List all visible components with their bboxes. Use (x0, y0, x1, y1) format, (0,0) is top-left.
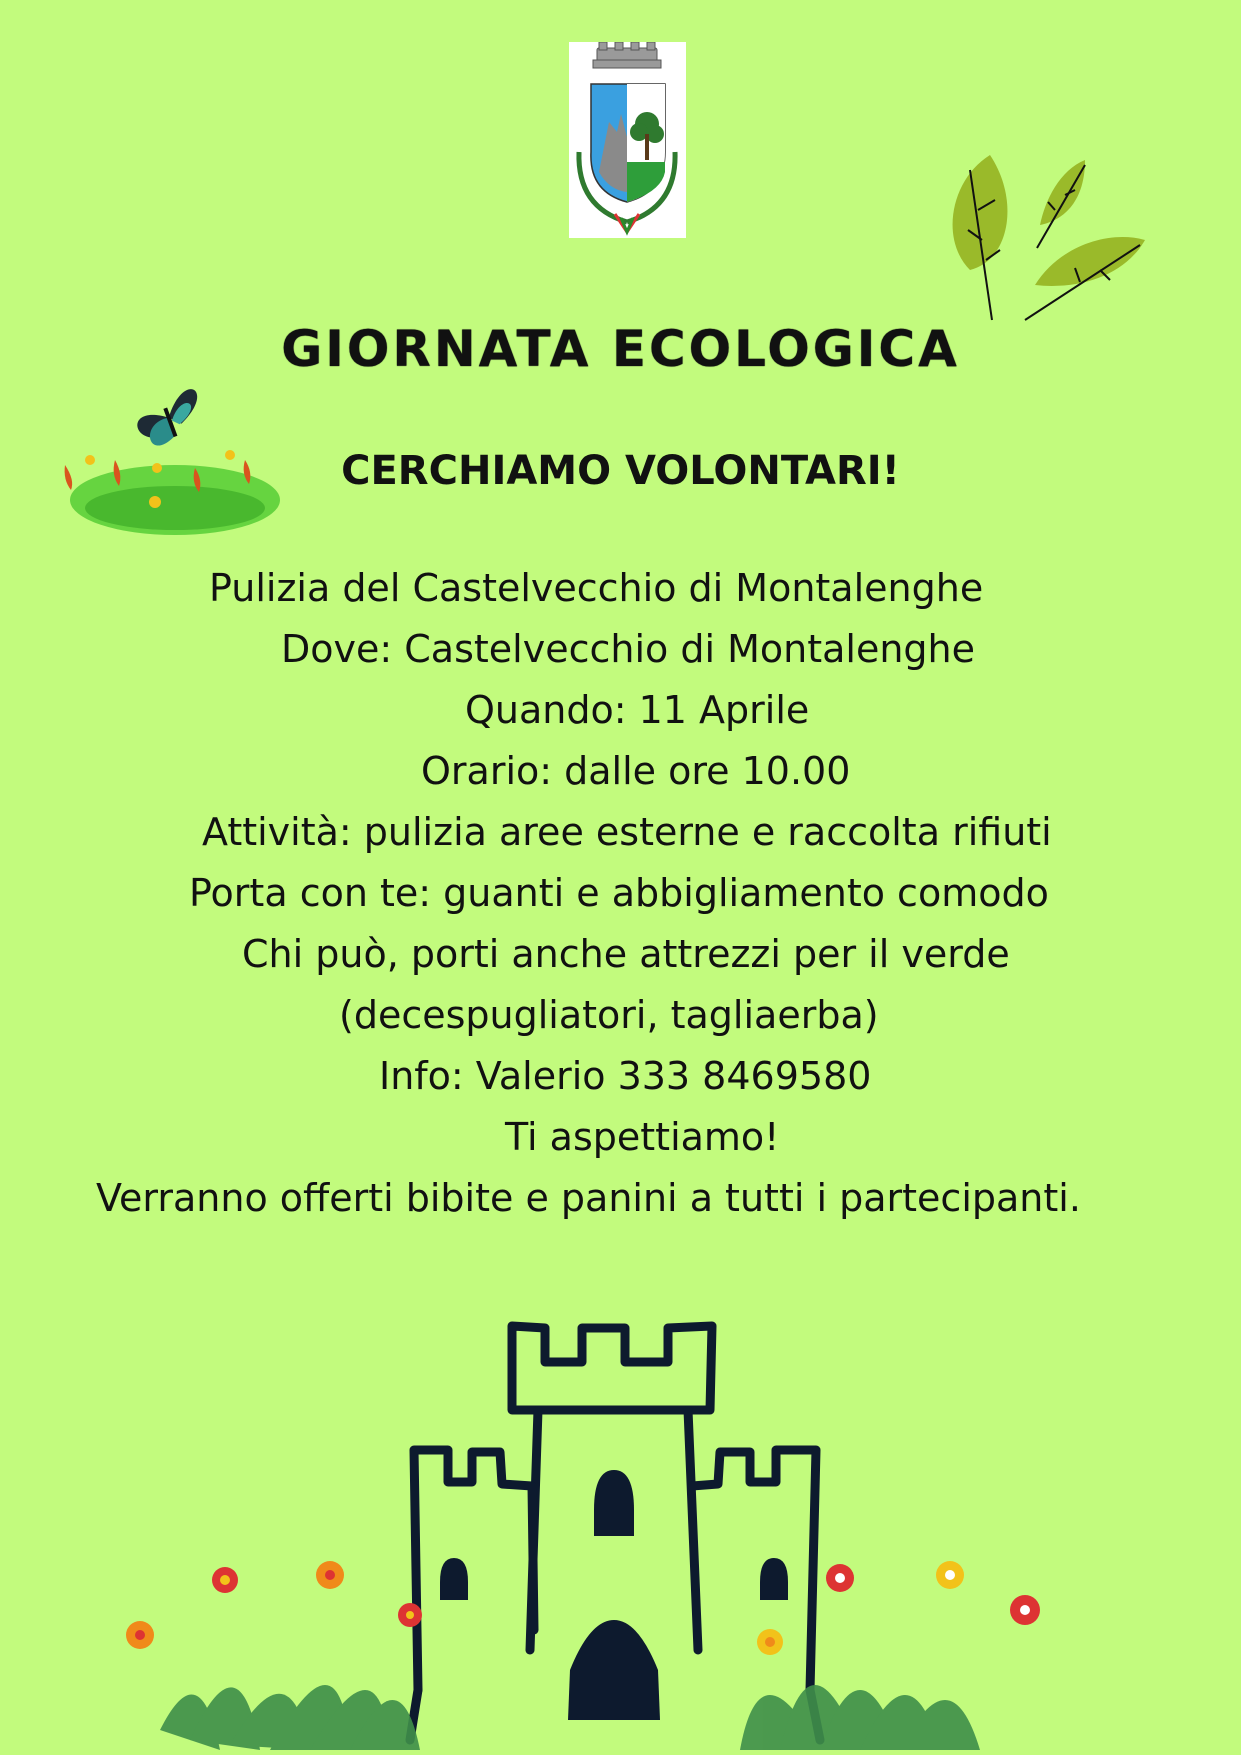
castle-icon (120, 1290, 1080, 1755)
detail-line-description: Pulizia del Castelvecchio di Montalenghe (209, 566, 984, 610)
detail-line-location: Dove: Castelvecchio di Montalenghe (281, 627, 976, 671)
detail-line-date: Quando: 11 Aprile (465, 688, 810, 732)
detail-line-time: Orario: dalle ore 10.00 (421, 749, 851, 793)
detail-line-tools: Chi può, porti anche attrezzi per il verde (242, 932, 1010, 976)
detail-line-tools-examples: (decespugliatori, tagliaerba) (339, 993, 879, 1037)
poster-subtitle: CERCHIAMO VOLONTARI! (341, 448, 900, 494)
detail-line-refreshments: Verranno offerti bibite e panini a tutti i partecipanti. (96, 1176, 1081, 1220)
poster-title: GIORNATA ECOLOGICA (281, 320, 960, 378)
detail-line-contact: Info: Valerio 333 8469580 (379, 1054, 872, 1098)
detail-line-bring: Porta con te: guanti e abbigliamento comodo (189, 871, 1049, 915)
crest-icon (569, 42, 686, 238)
detail-line-activity: Attività: pulizia aree esterne e raccolta rifiuti (202, 810, 1052, 854)
leaves-icon (940, 150, 1150, 325)
detail-line-welcome: Ti aspettiamo! (505, 1115, 780, 1159)
